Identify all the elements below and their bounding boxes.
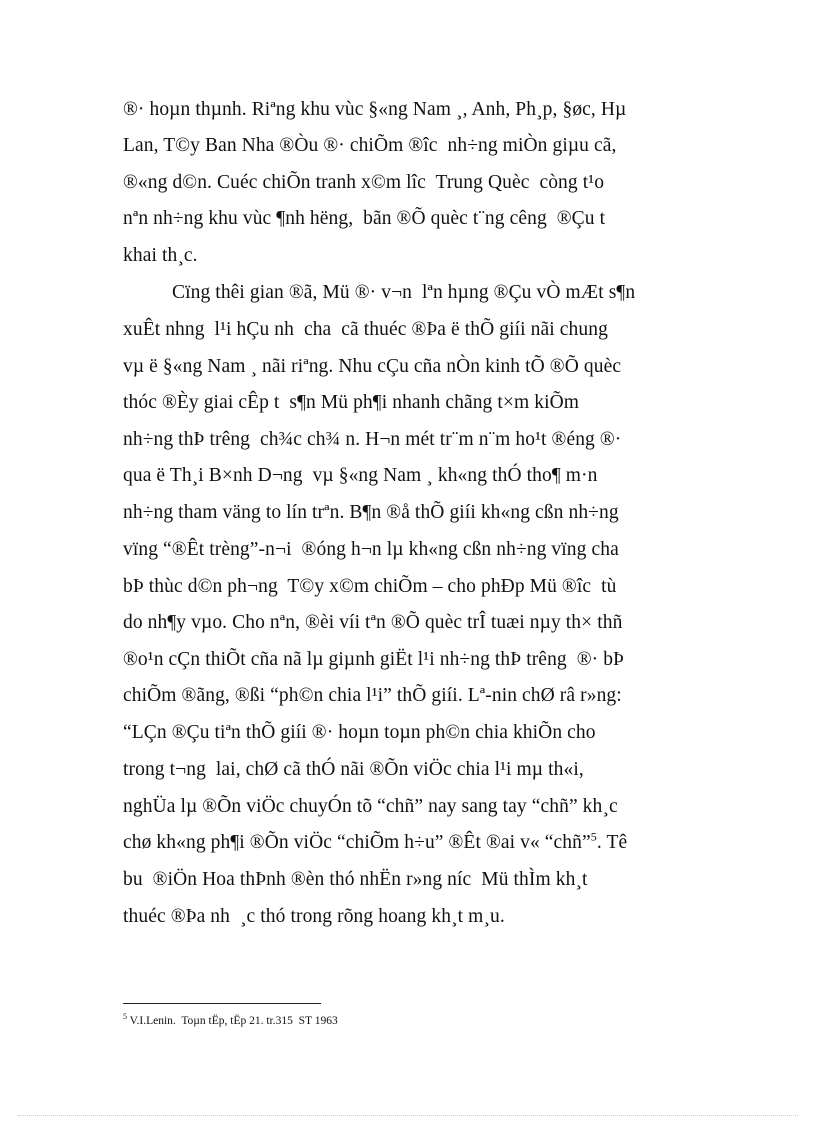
body-line-tail: . Tê: [596, 832, 628, 853]
body-line: vïng “®Êt trèng”-n¬i ®óng h¬n lµ kh«ng cßn nh÷ng vïng cha: [123, 539, 619, 560]
page-bottom-border: [18, 1115, 798, 1116]
body-line: Cïng thêi gian ®ã, Mü ®· v¬n lªn hµng ®Çu vÒ mÆt s¶n: [172, 282, 636, 303]
body-line: xuÊt nhng l¹i hÇu nh cha cã thuéc ®Þa ë thÕ giíi nãi chung: [123, 319, 608, 340]
body-line: qua ë Th¸i B×nh D¬ng vµ §«ng Nam ¸ kh«ng thÓ tho¶ m·n: [123, 465, 598, 486]
body-line: thuéc ®Þa nh ¸c thó trong rõng hoang kh¸t m¸u.: [123, 906, 505, 927]
body-line: ®«ng d©n. Cuéc chiÕn tranh x©m lîc Trung Quèc còng t¹o: [123, 172, 605, 193]
body-line: nªn nh÷ng khu vùc ¶nh hëng, bãn ®Õ quèc t¨ng cêng ®Çu t: [123, 208, 606, 229]
body-line: thóc ®Èy giai cÊp t s¶n Mü ph¶i nhanh chãng t×m kiÕm: [123, 392, 580, 413]
body-line: chiÕm ®ãng, ®ßi “ph©n chia l¹i” thÕ giíi. Lª-nin chØ râ r»ng:: [123, 685, 622, 706]
body-line: khai th¸c.: [123, 245, 198, 266]
footnote-separator: [123, 1003, 321, 1004]
body-line: do nh¶y vµo. Cho nªn, ®èi víi tªn ®Õ quèc trÎ tuæi nµy th× thñ: [123, 612, 623, 633]
body-line: nghÜa lµ ®Õn viÖc chuyÓn tõ “chñ” nay sang tay “chñ” kh¸c: [123, 796, 618, 817]
footnote: [123, 1014, 338, 1028]
footnote-number: 5: [123, 1012, 127, 1022]
body-line: ®o¹n cÇn thiÕt cña nã lµ giµnh giËt l¹i nh÷ng thÞ trêng ®· bÞ: [123, 649, 624, 670]
body-line: chø kh«ng ph¶i ®Õn viÖc “chiÕm h÷u” ®Êt ®ai v« “chñ”: [123, 832, 591, 853]
body-line: ®· hoµn thµnh. Riªng khu vùc §«ng Nam ¸, Anh, Ph¸p, §øc, Hµ: [123, 99, 627, 120]
body-line: nh÷ng thÞ trêng ch¾c ch¾ n. H¬n mét tr¨m n¨m ho¹t ®éng ®·: [123, 429, 622, 450]
footnote-reference[interactable]: 5: [590, 829, 597, 844]
body-line-with-footnote: [123, 831, 627, 855]
body-line: bu ®iÖn Hoa thÞnh ®èn thó nhËn r»ng níc Mü thÌm kh¸t: [123, 869, 588, 890]
footnote-text: V.I.Lenin. Toµn tËp, tËp 21. tr.315 ST 1963: [129, 1015, 338, 1027]
body-line: nh÷ng tham väng to lín trªn. B¶n ®å thÕ giíi kh«ng cßn nh÷ng: [123, 502, 619, 523]
body-line: trong t¬ng lai, chØ cã thÓ nãi ®Õn viÖc chia l¹i mµ th«i,: [123, 759, 584, 780]
body-line: Lan, T©y Ban Nha ®Òu ®· chiÕm ®îc nh÷ng miÒn giµu cã,: [123, 135, 617, 156]
body-line: vµ ë §«ng Nam ¸ nãi riªng. Nhu cÇu cña nÒn kinh tÕ ®Õ quèc: [123, 356, 622, 377]
body-line: bÞ thùc d©n ph¬ng T©y x©m chiÕm – cho phÐp Mü ®îc tù: [123, 576, 617, 597]
body-line: “LÇn ®Çu tiªn thÕ giíi ®· hoµn toµn ph©n chia khiÕn cho: [123, 722, 596, 743]
